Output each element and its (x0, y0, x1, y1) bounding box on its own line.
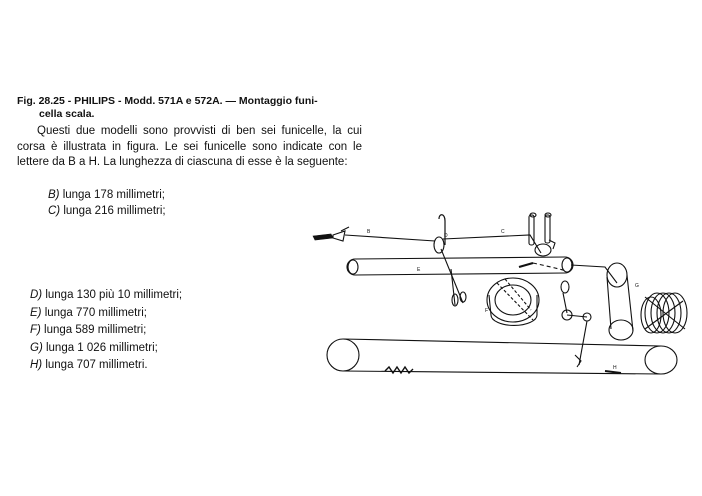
drive-belt-e (347, 257, 573, 275)
spring-icon (385, 367, 413, 373)
label-e: E (417, 267, 421, 273)
label-f: F (485, 308, 489, 314)
label-d: D (444, 233, 448, 239)
cord-length-text: lunga 1 026 millimetri; (42, 341, 158, 354)
dial-cord-diagram (305, 205, 697, 395)
cord-length-text: lunga 178 millimetri; (59, 189, 165, 201)
caption-line-1: Fig. 28.25 - PHILIPS - Modd. 571A e 572A. — Montaggio funi- (17, 95, 318, 107)
cord-length-text: lunga 216 millimetri; (60, 205, 166, 217)
cord-length-e (30, 305, 182, 323)
cord-length-c (48, 203, 166, 219)
cord-length-b (48, 187, 166, 203)
coil-spool-icon (641, 293, 687, 333)
intro-text: Questi due modelli sono provvisti di ben sei funicelle, la cui corsa è illustrata in figura. Le sei funicelle sono indicate con le lettere da B a H. La lunghezza di ciascuna di esse è la seguente: (17, 125, 362, 168)
cord-letter: F) (30, 324, 41, 336)
drive-belt-h (327, 339, 677, 374)
label-c: C (501, 229, 505, 235)
cord-length-text: lunga 130 più 10 millimetri; (42, 289, 183, 301)
cord-length-f (30, 322, 182, 340)
cord-letter: E) (30, 306, 42, 319)
figure-caption (17, 95, 362, 121)
cord-letter: D) (30, 289, 43, 301)
small-pulley-icon (561, 281, 569, 293)
cord-letter: G) (30, 341, 43, 354)
tuning-knob-icon (313, 227, 349, 241)
cord-lengths-list-bottom (30, 287, 182, 375)
cord-c-line (443, 235, 541, 253)
cord-b-line (345, 235, 435, 241)
cord-length-text: lunga 589 millimetri; (40, 324, 147, 336)
cord-length-text: lunga 770 millimetri; (41, 306, 147, 319)
capacitor-spindle-icon (529, 213, 555, 256)
intro-paragraph (17, 124, 362, 171)
cord-length-g (30, 340, 182, 358)
dial-drum-icon (487, 278, 539, 325)
cord-length-d (30, 287, 182, 305)
pulley-icon (434, 237, 444, 253)
cord-g-line (571, 265, 617, 283)
label-h: H (613, 365, 617, 371)
cord-letter: C) (48, 205, 61, 217)
label-g: G (635, 283, 639, 289)
cord-lengths-list-top (48, 187, 166, 219)
label-b: B (367, 229, 371, 235)
cord-length-h (30, 357, 182, 375)
caption-line-2: cella scala. (39, 108, 95, 120)
cord-letter: B) (48, 189, 60, 201)
cord-letter: H) (30, 359, 43, 371)
cord-length-text: lunga 707 millimetri. (42, 359, 148, 371)
